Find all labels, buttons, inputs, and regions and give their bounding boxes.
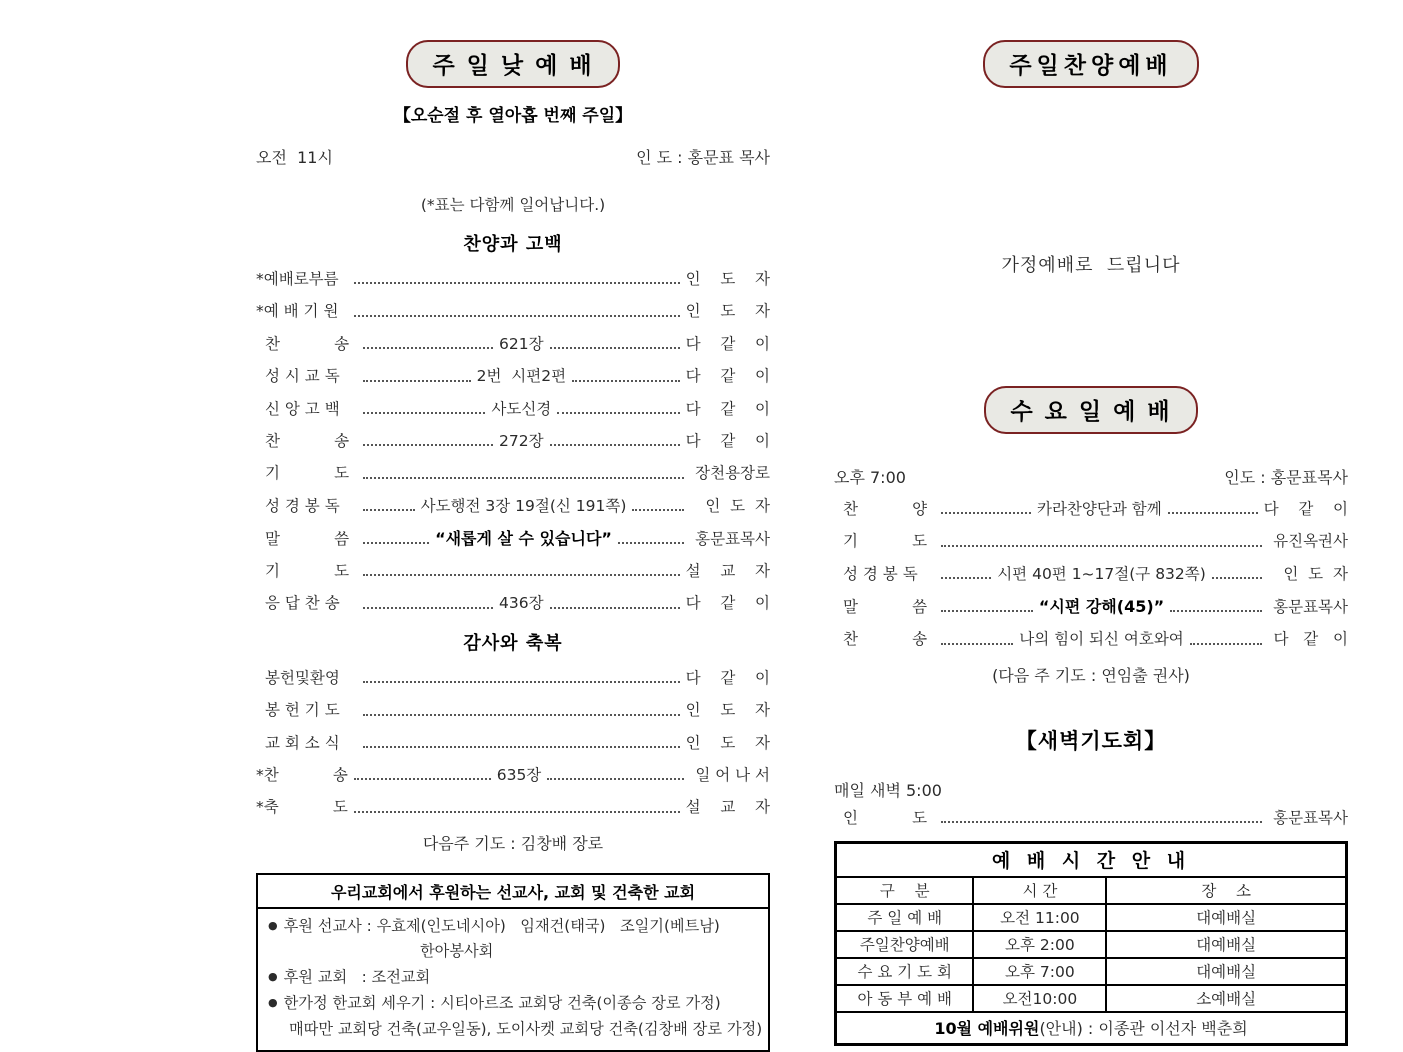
service-time: 오후 7:00 xyxy=(973,958,1106,985)
liturgy-label: *예 배 기 원 xyxy=(256,302,339,321)
liturgy-respondent: 다 같 이 xyxy=(685,334,770,353)
liturgy-respondent: 다 같 이 xyxy=(685,668,770,687)
support-line xyxy=(268,939,760,965)
liturgy-respondent: 홍문표목사 xyxy=(1273,597,1349,616)
support-box-body xyxy=(258,909,768,1050)
liturgy-row xyxy=(256,335,770,354)
dotted-leader xyxy=(363,714,680,716)
liturgy-row xyxy=(256,302,770,321)
liturgy-respondent: 다 같 이 xyxy=(685,594,770,613)
dotted-leader xyxy=(618,542,684,544)
service-time: 오후 2:00 xyxy=(973,931,1106,958)
dotted-leader xyxy=(941,610,1033,612)
table-row xyxy=(836,904,1347,931)
service-name: 수 요 기 도 회 xyxy=(836,958,974,985)
liturgy-label: 봉헌및환영 xyxy=(265,668,340,687)
liturgy-detail: 2번 시편2편 xyxy=(476,367,567,386)
liturgy-row xyxy=(256,734,770,753)
dotted-leader xyxy=(547,778,684,780)
liturgy-label: 기 도 xyxy=(265,562,350,580)
liturgy-label: 성 시 교 독 xyxy=(265,367,340,386)
liturgy-row xyxy=(256,432,770,451)
liturgy-respondent: 일 어 나 서 xyxy=(695,765,770,784)
liturgy-respondent: 인 도 자 xyxy=(705,496,770,515)
liturgy-row xyxy=(256,798,770,817)
service-leader: 인 도 : 홍문표 목사 xyxy=(636,148,770,167)
liturgy-label: 말 씀 xyxy=(843,597,928,616)
sermon-title: “새롭게 살 수 있습니다” xyxy=(435,529,612,548)
liturgy-respondent: 다 같 이 xyxy=(1273,630,1349,649)
liturgy-row xyxy=(256,701,770,720)
liturgy-label: 기 도 xyxy=(265,464,350,483)
liturgy-respondent: 인 도 자 xyxy=(685,733,770,752)
liturgy-respondent: 인 도 자 xyxy=(1283,564,1348,583)
liturgy-row xyxy=(834,565,1348,584)
dotted-leader xyxy=(354,778,491,780)
col-header-category: 구 분 xyxy=(836,877,974,904)
dotted-leader xyxy=(354,811,680,813)
support-line xyxy=(268,914,760,940)
liturgy-label: *예배로부름 xyxy=(256,270,339,288)
support-line xyxy=(268,965,760,991)
dotted-leader xyxy=(363,477,684,479)
liturgy-respondent: 설 교 자 xyxy=(685,798,770,817)
ushers-names: (안내) : 이종관 이선자 백춘희 xyxy=(1039,1018,1248,1038)
liturgy-row xyxy=(834,500,1348,519)
dotted-leader xyxy=(572,380,680,382)
dotted-leader xyxy=(1190,643,1262,645)
table-title-row xyxy=(836,842,1347,877)
dotted-leader xyxy=(557,412,679,414)
sunday-liturgy-rows2 xyxy=(256,669,770,818)
liturgy-row xyxy=(256,669,770,688)
worship-schedule-table xyxy=(834,841,1348,1046)
service-time: 오전 11시 xyxy=(256,148,333,167)
table-row xyxy=(836,985,1347,1012)
col-header-place: 장 소 xyxy=(1106,877,1346,904)
sunday-meta-row xyxy=(256,145,770,168)
dotted-leader xyxy=(1170,610,1262,612)
service-name: 주일찬양예배 xyxy=(836,931,974,958)
support-line xyxy=(268,1017,763,1043)
dotted-leader xyxy=(354,315,680,317)
liturgy-respondent: 홍문표목사 xyxy=(1273,808,1348,827)
liturgy-respondent: 다 같 이 xyxy=(685,367,771,386)
liturgy-respondent: 다 같 이 xyxy=(1263,500,1348,518)
service-time: 오전10:00 xyxy=(973,985,1106,1012)
dotted-leader xyxy=(941,821,1262,823)
dawn-prayer-rows xyxy=(834,809,1348,828)
liturgy-label: 교 회 소 식 xyxy=(265,733,340,752)
support-line xyxy=(268,991,760,1017)
liturgy-label: 찬 양 xyxy=(843,500,928,518)
dotted-leader xyxy=(363,574,680,576)
dotted-leader xyxy=(941,512,1031,514)
service-name: 아 동 부 예 배 xyxy=(836,985,974,1012)
liturgy-row xyxy=(256,367,770,386)
liturgy-label: *축 도 xyxy=(256,798,348,817)
table-footer-row xyxy=(836,1012,1347,1045)
monthly-ushers xyxy=(836,1012,1347,1045)
dotted-leader xyxy=(941,643,1013,645)
liturgy-label: 찬 송 xyxy=(843,630,928,649)
service-place: 대예배실 xyxy=(1106,958,1346,985)
liturgy-label: 성 경 봉 독 xyxy=(265,496,340,515)
dotted-leader xyxy=(363,681,680,683)
table-title: 예 배 시 간 안 내 xyxy=(836,842,1347,877)
support-text: 후원 교회 : 조전교회 xyxy=(283,968,431,987)
liturgy-label: 봉 헌 기 도 xyxy=(265,701,340,720)
dawn-prayer-time: 매일 새벽 5:00 xyxy=(834,780,942,800)
dotted-leader xyxy=(941,577,991,579)
liturgy-label: 응 답 찬 송 xyxy=(265,594,340,613)
praise-service-note: 가정예배로 드립니다 xyxy=(1001,255,1181,276)
support-box-title: 우리교회에서 후원하는 선교사, 교회 및 건축한 교회 xyxy=(258,875,768,909)
sunday-liturgy-rows xyxy=(256,270,770,614)
liturgy-row xyxy=(256,400,770,419)
liturgy-detail: 나의 힘이 되신 여호와여 xyxy=(1019,630,1184,649)
dawn-prayer-title: 【새벽기도회】 xyxy=(1015,728,1167,753)
next-week-prayer: 다음주 기도 : 김창배 장로 xyxy=(422,833,604,853)
liturgy-respondent: 장천용장로 xyxy=(695,464,770,483)
service-place: 대예배실 xyxy=(1106,931,1346,958)
dotted-leader xyxy=(550,444,680,446)
service-place: 대예배실 xyxy=(1106,904,1346,931)
liturgy-detail: 사도행전 3장 19절(신 191쪽) xyxy=(420,496,627,515)
wednesday-leader: 인도 : 홍문표목사 xyxy=(1224,468,1348,487)
dotted-leader xyxy=(363,607,493,609)
dotted-leader xyxy=(363,542,429,544)
dotted-leader xyxy=(550,607,680,609)
support-text: 후원 선교사 : 우효제(인도네시아) 임재건(태국) 조일기(베트남) xyxy=(283,916,720,935)
liturgy-label: 찬 송 xyxy=(265,431,350,450)
liturgy-label: 신 앙 고 백 xyxy=(265,399,340,418)
liturgy-row xyxy=(256,594,770,613)
sunday-worship-title: 주 일 낮 예 배 xyxy=(406,40,619,88)
support-text: 한가정 한교회 세우기 : 시티아르조 교회당 건축(이종승 장로 가정) xyxy=(283,994,721,1013)
sunday-praise-title: 주일찬양예배 xyxy=(983,40,1198,88)
section-heading-praise-confession: 찬양과 고백 xyxy=(463,234,563,255)
wednesday-liturgy-rows xyxy=(834,500,1348,650)
dotted-leader xyxy=(363,444,493,446)
dotted-leader xyxy=(354,282,680,284)
dotted-leader xyxy=(1168,512,1258,514)
sunday-subtitle: 【오순절 후 열아홉 번째 주일】 xyxy=(393,106,633,126)
table-row xyxy=(836,931,1347,958)
liturgy-respondent: 다 같 이 xyxy=(685,431,770,450)
liturgy-respondent: 다 같 이 xyxy=(685,399,770,418)
dotted-leader xyxy=(632,509,684,511)
dotted-leader xyxy=(363,509,415,511)
liturgy-respondent: 홍문표목사 xyxy=(695,529,771,548)
liturgy-detail: 카라찬양단과 함께 xyxy=(1036,500,1162,518)
liturgy-label: *찬 송 xyxy=(256,765,348,784)
section-heading-thanks-blessing: 감사와 축복 xyxy=(463,632,563,654)
support-text: 한아봉사회 xyxy=(420,942,494,961)
dotted-leader xyxy=(363,746,680,748)
wednesday-next-week-prayer: (다음 주 기도 : 연임출 권사) xyxy=(992,665,1190,685)
liturgy-respondent: 인 도 자 xyxy=(685,701,770,720)
liturgy-label: 성 경 봉 독 xyxy=(843,564,918,583)
wednesday-meta-row xyxy=(834,465,1348,488)
liturgy-row xyxy=(256,270,770,289)
dotted-leader xyxy=(1212,577,1262,579)
bullet-icon: ● xyxy=(268,996,278,1010)
liturgy-row xyxy=(834,532,1348,551)
liturgy-label: 찬 송 xyxy=(265,334,350,353)
liturgy-row-sermon xyxy=(834,597,1348,617)
liturgy-row xyxy=(256,497,770,516)
liturgy-detail: 635장 xyxy=(496,765,542,784)
dotted-leader xyxy=(363,347,493,349)
liturgy-detail: 436장 xyxy=(499,594,544,613)
liturgy-detail: 621장 xyxy=(499,334,544,353)
liturgy-detail: 사도신경 xyxy=(491,399,552,418)
liturgy-row xyxy=(834,630,1348,649)
liturgy-row-sermon xyxy=(256,529,770,549)
ushers-month-label: 10월 예배위원 xyxy=(934,1018,1040,1038)
liturgy-row xyxy=(256,464,770,483)
dotted-leader xyxy=(550,347,680,349)
service-time: 오전 11:00 xyxy=(973,904,1106,931)
wednesday-worship-title: 수 요 일 예 배 xyxy=(984,386,1197,434)
table-header-row xyxy=(836,877,1347,904)
bullet-icon: ● xyxy=(268,918,278,932)
liturgy-row xyxy=(834,809,1348,828)
liturgy-respondent: 유진옥권사 xyxy=(1273,532,1348,551)
right-column xyxy=(834,30,1348,1046)
liturgy-row xyxy=(256,562,770,581)
table-row xyxy=(836,958,1347,985)
bullet-icon: ● xyxy=(268,970,278,984)
liturgy-label: 말 씀 xyxy=(265,529,350,548)
service-name: 주 일 예 배 xyxy=(836,904,974,931)
liturgy-label: 기 도 xyxy=(843,532,928,551)
dotted-leader xyxy=(363,412,485,414)
mission-support-box xyxy=(256,873,770,1052)
liturgy-detail: 시편 40편 1~17절(구 832쪽) xyxy=(997,564,1206,583)
liturgy-label: 인 도 xyxy=(843,808,928,827)
liturgy-respondent: 설 교 자 xyxy=(685,562,770,580)
liturgy-detail: 272장 xyxy=(499,431,544,450)
service-place: 소예배실 xyxy=(1106,985,1346,1012)
col-header-time: 시 간 xyxy=(973,877,1106,904)
stand-note: (*표는 다함께 일어납니다.) xyxy=(420,196,606,214)
liturgy-respondent: 인 도 자 xyxy=(685,270,770,288)
support-text: 매따만 교회당 건축(교우일동), 도이사켓 교회당 건축(김창배 장로 가정) xyxy=(289,1020,763,1038)
dotted-leader xyxy=(941,545,1262,547)
wednesday-time: 오후 7:00 xyxy=(834,468,906,487)
liturgy-respondent: 인 도 자 xyxy=(685,302,770,321)
dotted-leader xyxy=(363,380,471,382)
sermon-title: “시편 강해(45)” xyxy=(1038,597,1165,617)
sunday-worship-column xyxy=(256,30,770,1052)
liturgy-row xyxy=(256,766,770,785)
